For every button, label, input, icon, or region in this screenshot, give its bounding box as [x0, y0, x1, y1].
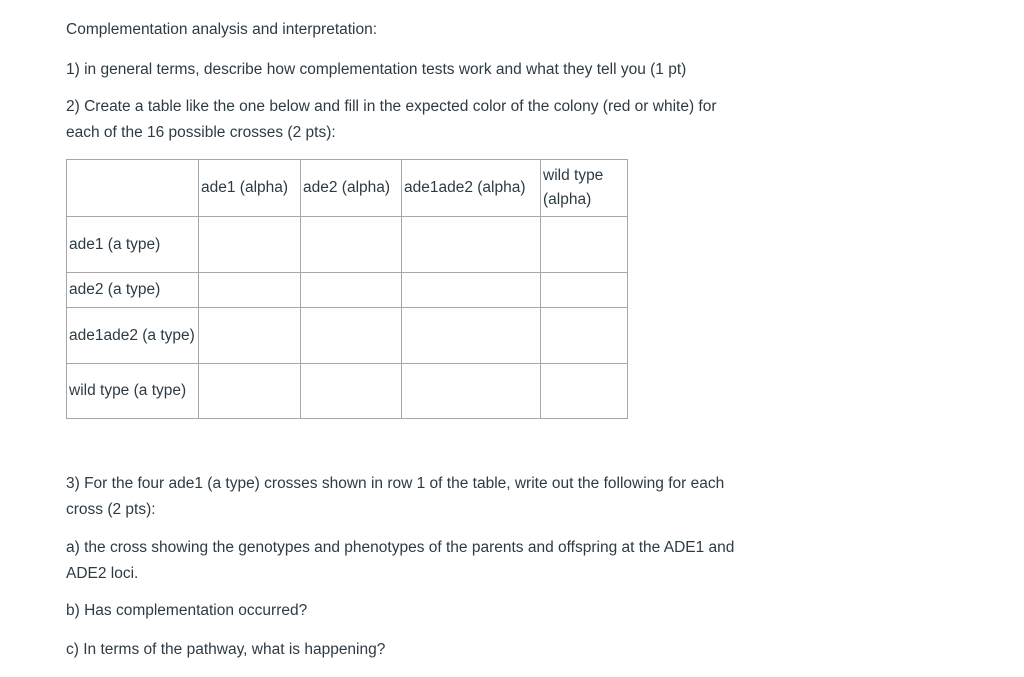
- table-cell: [301, 308, 402, 364]
- question-2-line-2: each of the 16 possible crosses (2 pts):: [66, 124, 336, 141]
- question-3a-line-1: a) the cross showing the genotypes and phenotypes of the parents and offspring at the ADE1 and: [66, 539, 735, 556]
- column-header-ade1ade2-alpha: ade1ade2 (alpha): [402, 160, 541, 217]
- table-cell: [541, 364, 628, 419]
- table-cell: [402, 217, 541, 273]
- table-header-row: [67, 160, 628, 217]
- question-3a-line-2: ADE2 loci.: [66, 565, 139, 582]
- table-cell: [301, 273, 402, 308]
- table-cell: [402, 308, 541, 364]
- question-2-line-1: 2) Create a table like the one below and fill in the expected color of the colony (red or white) for: [66, 98, 717, 115]
- table-cell: [402, 364, 541, 419]
- column-header-ade2-alpha: ade2 (alpha): [301, 160, 402, 217]
- row-header-ade1-a: ade1 (a type): [67, 217, 199, 273]
- table-row: [67, 364, 628, 419]
- table-row: [67, 308, 628, 364]
- question-3-line-1: 3) For the four ade1 (a type) crosses shown in row 1 of the table, write out the following for each: [66, 475, 725, 492]
- column-header-wild-type-alpha: wild type (alpha): [541, 160, 628, 217]
- table-cell: [199, 217, 301, 273]
- table-cell: [199, 364, 301, 419]
- complementation-table: [66, 159, 628, 419]
- row-header-ade2-a: ade2 (a type): [67, 273, 199, 308]
- table-corner-cell: [67, 160, 199, 217]
- table-cell: [301, 217, 402, 273]
- question-1: 1) in general terms, describe how complementation tests work and what they tell you (1 pt): [66, 61, 687, 78]
- table-cell: [541, 308, 628, 364]
- table-cell: [199, 308, 301, 364]
- table-cell: [199, 273, 301, 308]
- table-cell: [402, 273, 541, 308]
- table-cell: [301, 364, 402, 419]
- table-row: [67, 273, 628, 308]
- question-3b: b) Has complementation occurred?: [66, 602, 308, 619]
- table-cell: [541, 217, 628, 273]
- row-header-wild-type-a: wild type (a type): [67, 364, 199, 419]
- table-cell: [541, 273, 628, 308]
- table-row: [67, 217, 628, 273]
- row-header-ade1ade2-a: ade1ade2 (a type): [67, 308, 199, 364]
- column-header-ade1-alpha: ade1 (alpha): [199, 160, 301, 217]
- section-heading: Complementation analysis and interpretation:: [66, 21, 378, 38]
- question-3-line-2: cross (2 pts):: [66, 501, 156, 518]
- question-3c: c) In terms of the pathway, what is happening?: [66, 641, 386, 658]
